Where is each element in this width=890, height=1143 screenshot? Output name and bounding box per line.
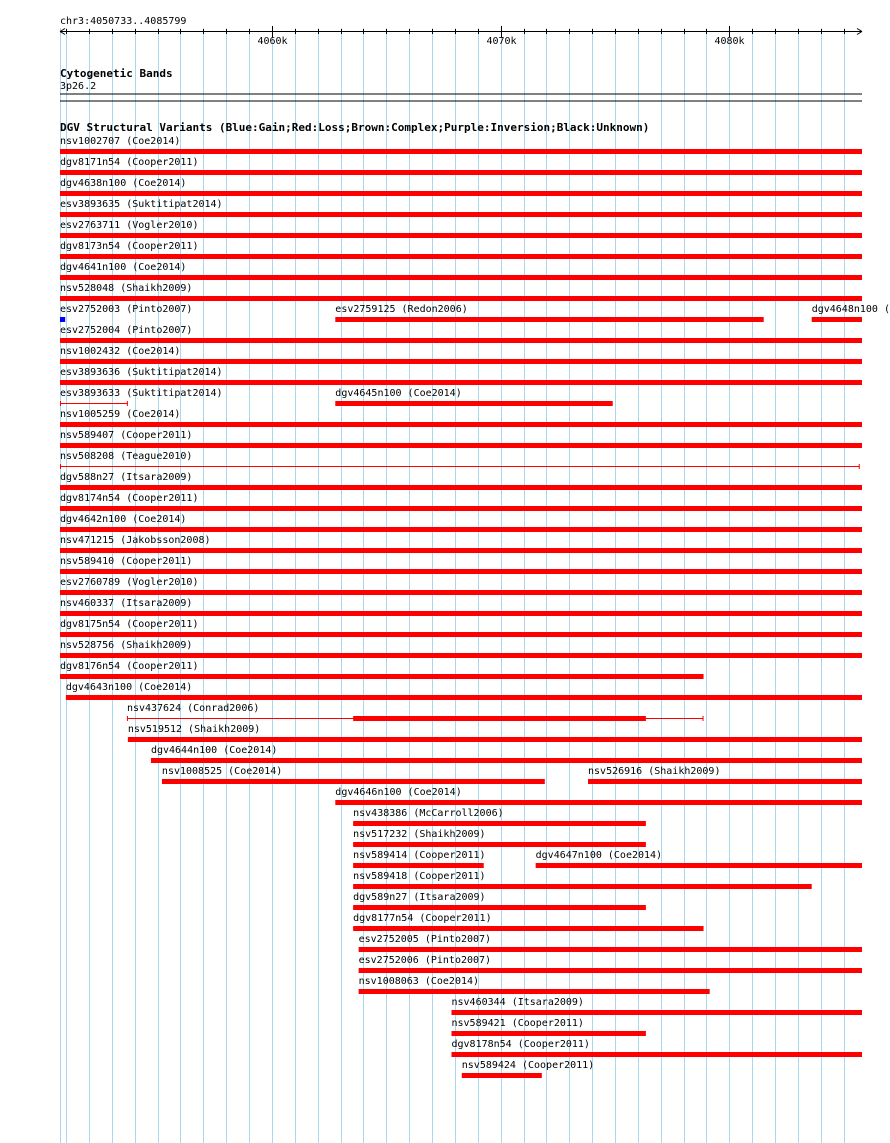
sv-feature-label: esv2763711 (Vogler2010) bbox=[60, 220, 199, 231]
sv-feature[interactable] bbox=[60, 577, 862, 595]
dgv-track-title: DGV Structural Variants (Blue:Gain;Red:Loss;Brown:Complex;Purple:Inversion;Black:Unknown) bbox=[60, 121, 650, 134]
sv-feature-bar bbox=[462, 1073, 542, 1078]
sv-feature-bar bbox=[151, 758, 862, 763]
sv-feature[interactable] bbox=[60, 451, 860, 469]
sv-feature-bar bbox=[60, 359, 862, 364]
ruler-tick-label: 4070k bbox=[486, 36, 517, 47]
sv-feature-label: esv2760789 (Vogler2010) bbox=[60, 577, 199, 588]
sv-feature-bar bbox=[60, 170, 862, 175]
sv-feature-bar bbox=[60, 590, 862, 595]
sv-feature[interactable] bbox=[60, 283, 862, 301]
sv-feature-label: nsv526916 (Shaikh2009) bbox=[588, 766, 721, 777]
sv-feature-label: nsv517232 (Shaikh2009) bbox=[353, 829, 486, 840]
sv-feature-bar bbox=[60, 380, 862, 385]
ruler-tick-label: 4060k bbox=[257, 36, 288, 47]
sv-feature[interactable] bbox=[60, 388, 223, 406]
sv-feature-bar bbox=[335, 800, 862, 805]
sv-feature-label: nsv438386 (McCarroll2006) bbox=[353, 808, 504, 819]
sv-feature-label: nsv1005259 (Coe2014) bbox=[60, 409, 181, 420]
sv-feature[interactable] bbox=[60, 409, 862, 427]
sv-feature-label: nsv1002432 (Coe2014) bbox=[60, 346, 181, 357]
sv-feature[interactable] bbox=[151, 745, 862, 763]
sv-feature[interactable] bbox=[353, 850, 485, 868]
sv-feature[interactable] bbox=[353, 871, 812, 889]
sv-feature-bar bbox=[60, 149, 862, 154]
sv-feature-bar bbox=[60, 233, 862, 238]
sv-feature-label: nsv437624 (Conrad2006) bbox=[126, 703, 260, 714]
sv-feature-label: esv3893635 (Suktitipat2014) bbox=[60, 199, 223, 210]
sv-feature-bar bbox=[353, 863, 484, 868]
sv-feature-label: nsv589407 (Cooper2011) bbox=[60, 430, 193, 441]
sv-feature[interactable] bbox=[335, 304, 763, 322]
ruler-tick-label: 4080k bbox=[714, 36, 745, 47]
sv-feature[interactable] bbox=[60, 367, 862, 385]
sv-feature[interactable] bbox=[60, 136, 862, 154]
sv-feature[interactable] bbox=[60, 325, 862, 343]
sv-feature[interactable] bbox=[359, 955, 862, 973]
sv-feature-label: dgv4646n100 (Coe2014) bbox=[335, 787, 462, 798]
sv-feature-label: esv2752006 (Pinto2007) bbox=[358, 955, 492, 966]
sv-feature-label: nsv589410 (Cooper2011) bbox=[60, 556, 193, 567]
sv-feature-bar bbox=[359, 989, 710, 994]
sv-feature-label: esv2752005 (Pinto2007) bbox=[358, 934, 492, 945]
sv-feature-label: dgv4644n100 (Coe2014) bbox=[150, 745, 278, 756]
sv-feature-label: nsv519512 (Shaikh2009) bbox=[127, 724, 261, 735]
sv-feature-bar bbox=[60, 485, 862, 490]
sv-feature-bar bbox=[60, 212, 862, 217]
sv-feature[interactable] bbox=[536, 850, 862, 868]
sv-feature-label: dgv8177n54 (Cooper2011) bbox=[353, 913, 492, 924]
sv-feature-label: dgv8174n54 (Cooper2011) bbox=[60, 493, 199, 504]
sv-feature[interactable] bbox=[60, 514, 862, 532]
sv-feature[interactable] bbox=[128, 724, 862, 742]
sv-feature[interactable] bbox=[60, 220, 862, 238]
sv-feature-bar bbox=[66, 695, 862, 700]
cytoband-title: Cytogenetic Bands bbox=[60, 67, 173, 80]
sv-feature-label: dgv588n27 (Itsara2009) bbox=[60, 472, 193, 483]
sv-feature[interactable] bbox=[60, 535, 862, 553]
sv-feature-bar bbox=[359, 968, 862, 973]
sv-feature[interactable] bbox=[60, 472, 862, 490]
sv-feature-label: nsv528048 (Shaikh2009) bbox=[60, 283, 193, 294]
sv-feature-label: nsv528756 (Shaikh2009) bbox=[60, 640, 193, 651]
sv-feature-bar bbox=[451, 1010, 862, 1015]
sv-feature-bar bbox=[353, 842, 646, 847]
sv-feature-bar bbox=[60, 632, 862, 637]
sv-feature-bar bbox=[128, 737, 862, 742]
sv-feature-label: dgv4645n100 (Coe2014) bbox=[335, 388, 462, 399]
sv-feature-bar bbox=[60, 674, 704, 679]
sv-feature[interactable] bbox=[812, 304, 890, 322]
sv-feature-label: dgv589n27 (Itsara2009) bbox=[353, 892, 486, 903]
sv-feature[interactable] bbox=[66, 682, 862, 700]
sv-feature[interactable] bbox=[60, 262, 862, 280]
sv-feature[interactable] bbox=[335, 787, 862, 805]
sv-feature-bar bbox=[60, 254, 862, 259]
sv-feature-bar bbox=[588, 779, 862, 784]
sv-feature[interactable] bbox=[60, 157, 862, 175]
sv-feature[interactable] bbox=[60, 556, 862, 574]
sv-feature-label: dgv4642n100 (Coe2014) bbox=[60, 514, 187, 525]
sv-feature[interactable] bbox=[462, 1060, 594, 1078]
sv-feature-label: dgv8175n54 (Cooper2011) bbox=[60, 619, 199, 630]
sv-feature[interactable] bbox=[60, 178, 862, 196]
sv-feature-bar bbox=[353, 716, 646, 721]
sv-feature[interactable] bbox=[359, 934, 862, 952]
sv-feature[interactable] bbox=[60, 304, 192, 322]
sv-feature-label: nsv508208 (Teague2010) bbox=[60, 451, 193, 462]
sv-feature-label: nsv589418 (Cooper2011) bbox=[353, 871, 486, 882]
sv-feature-label: esv3893633 (Suktitipat2014) bbox=[60, 388, 223, 399]
sv-feature-bar bbox=[162, 779, 545, 784]
sv-feature-label: dgv8178n54 (Cooper2011) bbox=[451, 1039, 590, 1050]
sv-feature-label: nsv460337 (Itsara2009) bbox=[60, 598, 193, 609]
sv-feature-label: dgv8176n54 (Cooper2011) bbox=[60, 661, 199, 672]
sv-feature[interactable] bbox=[60, 598, 862, 616]
sv-feature[interactable] bbox=[60, 661, 704, 679]
sv-feature-bar bbox=[353, 905, 646, 910]
sv-feature-bar bbox=[60, 611, 862, 616]
sv-feature-label: nsv1008063 (Coe2014) bbox=[358, 976, 480, 987]
sv-feature-bar bbox=[60, 653, 862, 658]
sv-feature-label: esv2752003 (Pinto2007) bbox=[60, 304, 193, 315]
sv-feature[interactable] bbox=[127, 703, 704, 721]
sv-feature-bar bbox=[60, 569, 862, 574]
sv-feature[interactable] bbox=[451, 997, 862, 1015]
sv-feature-bar bbox=[60, 548, 862, 553]
sv-feature-bar bbox=[60, 527, 862, 532]
sv-feature-label: esv3893636 (Suktitipat2014) bbox=[60, 367, 223, 378]
sv-feature[interactable] bbox=[353, 892, 646, 910]
sv-feature[interactable] bbox=[60, 199, 862, 217]
sv-feature[interactable] bbox=[353, 913, 703, 931]
sv-feature-label: nsv460344 (Itsara2009) bbox=[451, 997, 584, 1008]
sv-feature[interactable] bbox=[451, 1039, 862, 1057]
sv-feature[interactable] bbox=[588, 766, 862, 784]
sv-feature-bar bbox=[60, 317, 65, 322]
sv-feature-label: dgv4648n100 ( bbox=[811, 304, 890, 315]
sv-feature-bar bbox=[353, 926, 703, 931]
sv-feature[interactable] bbox=[162, 766, 545, 784]
sv-feature-label: esv2752004 (Pinto2007) bbox=[60, 325, 193, 336]
region-label: chr3:4050733..4085799 bbox=[60, 16, 187, 27]
sv-feature-bar bbox=[60, 296, 862, 301]
sv-feature[interactable] bbox=[60, 241, 862, 259]
sv-feature[interactable] bbox=[451, 1018, 645, 1036]
sv-feature-label: dgv4647n100 (Coe2014) bbox=[535, 850, 663, 861]
sv-feature-label: nsv589424 (Cooper2011) bbox=[461, 1060, 595, 1071]
sv-feature-bar bbox=[359, 947, 862, 952]
sv-feature[interactable] bbox=[353, 829, 646, 847]
cytoband-band-label: 3p26.2 bbox=[60, 81, 97, 92]
sv-feature[interactable] bbox=[60, 430, 862, 448]
sv-feature-bar bbox=[812, 317, 862, 322]
sv-feature-bar bbox=[353, 884, 812, 889]
sv-feature-label: dgv4643n100 (Coe2014) bbox=[65, 682, 193, 693]
sv-feature[interactable] bbox=[335, 388, 612, 406]
sv-feature[interactable] bbox=[353, 808, 646, 826]
sv-feature-label: nsv589414 (Cooper2011) bbox=[353, 850, 486, 861]
sv-feature-label: dgv4638n100 (Coe2014) bbox=[60, 178, 187, 189]
sv-feature-bar bbox=[536, 863, 862, 868]
sv-feature-bar bbox=[60, 506, 862, 511]
sv-feature-bar bbox=[335, 317, 763, 322]
sv-feature[interactable] bbox=[359, 976, 710, 994]
sv-feature-bar bbox=[451, 1031, 645, 1036]
sv-feature-label: nsv589421 (Cooper2011) bbox=[451, 1018, 584, 1029]
sv-feature[interactable] bbox=[60, 619, 862, 637]
sv-feature-label: dgv4641n100 (Coe2014) bbox=[60, 262, 187, 273]
sv-feature-bar bbox=[335, 401, 612, 406]
sv-feature[interactable] bbox=[60, 346, 862, 364]
sv-feature-bar bbox=[353, 821, 646, 826]
sv-feature-label: dgv8171n54 (Cooper2011) bbox=[60, 157, 199, 168]
sv-feature-bar bbox=[60, 422, 862, 427]
sv-feature-bar bbox=[60, 275, 862, 280]
sv-feature[interactable] bbox=[60, 493, 862, 511]
sv-feature[interactable] bbox=[60, 640, 862, 658]
sv-feature-bar bbox=[451, 1052, 862, 1057]
sv-feature-label: nsv1008525 (Coe2014) bbox=[161, 766, 283, 777]
sv-feature-bar bbox=[60, 443, 862, 448]
sv-feature-label: nsv471215 (Jakobsson2008) bbox=[60, 535, 211, 546]
sv-feature-label: dgv8173n54 (Cooper2011) bbox=[60, 241, 199, 252]
sv-feature-label: nsv1002707 (Coe2014) bbox=[60, 136, 181, 147]
sv-feature-label: esv2759125 (Redon2006) bbox=[335, 304, 468, 315]
sv-feature-bar bbox=[60, 338, 862, 343]
sv-feature-bar bbox=[60, 191, 862, 196]
